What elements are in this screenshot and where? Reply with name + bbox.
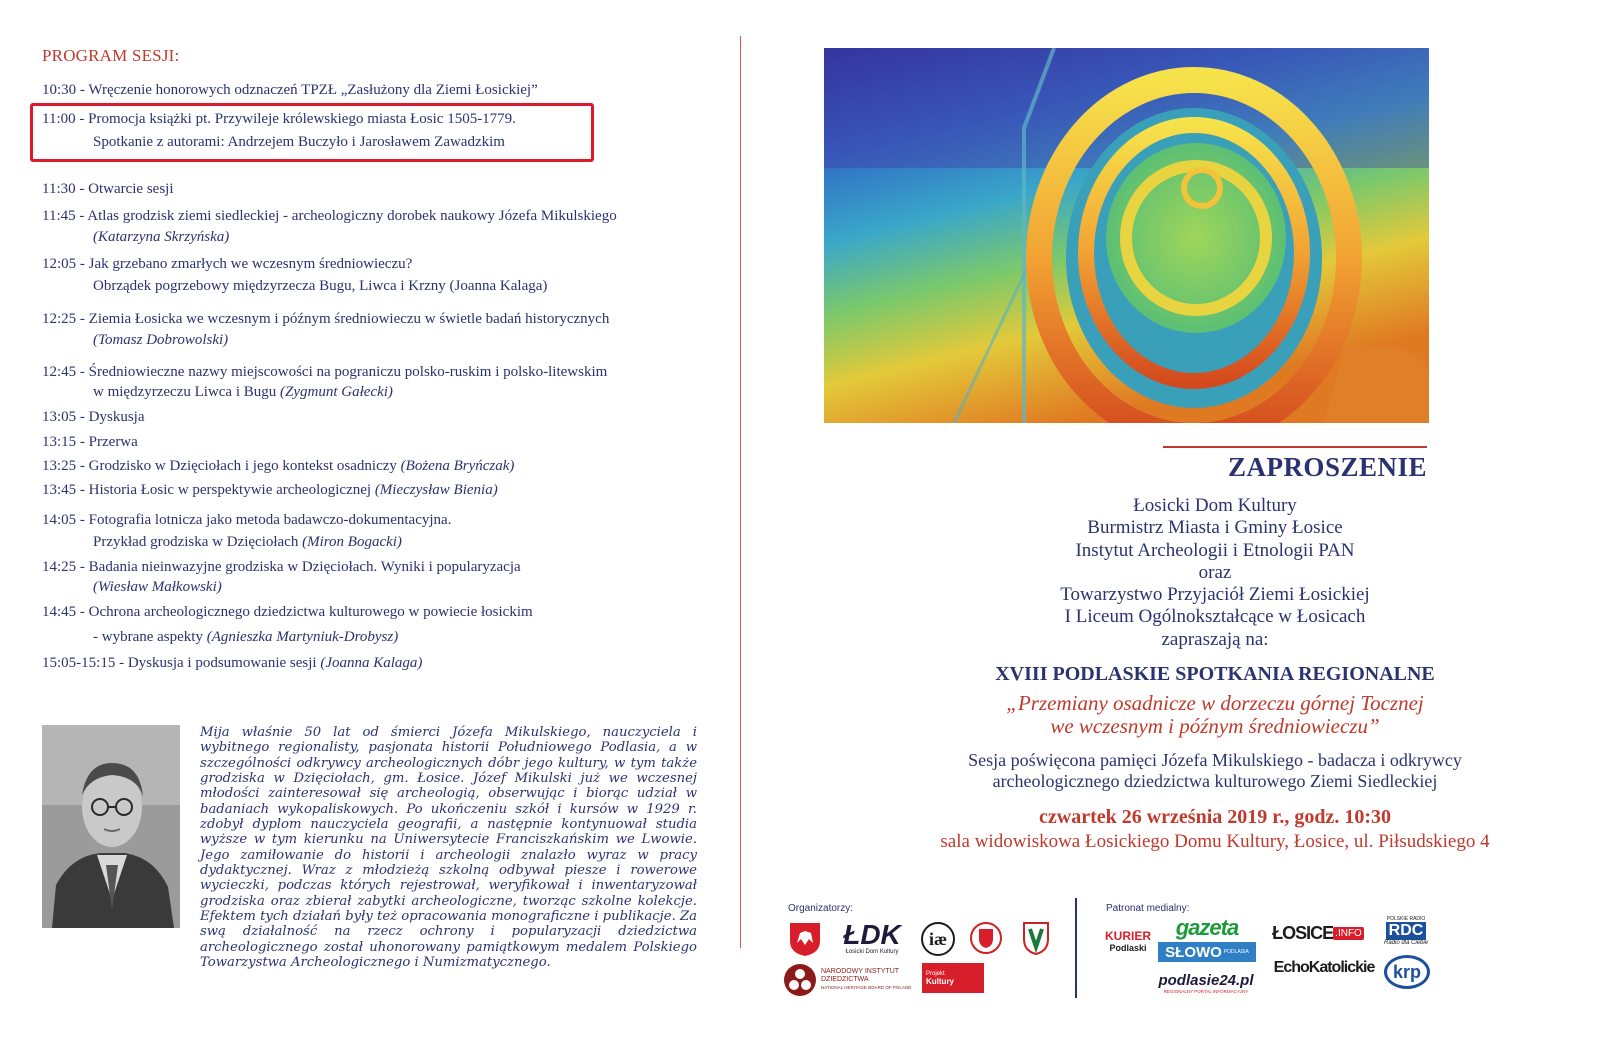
program-line: 11:45 - Atlas grodzisk ziemi siedleckiej - archeologiczny dorobek naukowy Józefa Mikulskiego — [42, 208, 617, 224]
logos-divider — [1075, 898, 1077, 998]
nid-emblem-logo — [783, 963, 817, 997]
program-line: Przykład grodziska w Dzięciołach (Miron Bogacki) — [93, 534, 402, 550]
program-line: 14:45 - Ochrona archeologicznego dziedzictwa kulturowego w powiecie łosickim — [42, 604, 533, 620]
gazeta-logo: gazeta — [1175, 915, 1239, 940]
title-rule — [1163, 446, 1427, 448]
organizer-line: Towarzystwo Przyjaciół Ziemi Łosickiej — [1060, 584, 1370, 606]
program-line: w międzyrzeczu Liwca i Bugu (Zygmunt Gałecki) — [93, 384, 393, 400]
nid-text: NARODOWY INSTYTUT DZIEDZICTWA NATIONAL HERITAGE BOARD OF POLAND — [821, 968, 912, 990]
invitation-title: ZAPROSZENIE — [1227, 452, 1427, 482]
program-line: 14:05 - Fotografia lotnicza jako metoda badawczo-dokumentacyjna. — [42, 512, 452, 528]
program-line: 11:30 - Otwarcie sesji — [42, 181, 174, 197]
program-line: 12:25 - Ziemia Łosicka we wczesnym i późnym średniowieczu w świetle badań historycznych — [42, 311, 610, 327]
program-line: - wybrane aspekty (Agnieszka Martyniuk-Drobysz) — [93, 629, 399, 645]
slowo-podlasia-logo: SŁOWO PODLASIA — [1158, 942, 1256, 962]
program-line: Spotkanie z autorami: Andrzejem Buczyło i Jarosławem Zawadzkim — [93, 134, 505, 150]
echo-katolickie-logo: EchoKatolickie — [1273, 959, 1375, 976]
tpzl-logo — [969, 921, 1003, 955]
organizer-line: zapraszają na: — [1161, 628, 1269, 650]
organizer-line: Łosicki Dom Kultury — [1133, 495, 1297, 516]
dedication-block — [820, 750, 1600, 792]
school-crest-logo — [1022, 921, 1050, 955]
program-line: 13:45 - Historia Łosic w perspektywie archeologicznej (Mieczysław Bienia) — [42, 482, 498, 498]
organizers-block — [820, 495, 1600, 651]
program-line: 13:25 - Grodzisko w Dzięciołach i jego kontekst osadniczy (Bożena Bryńczak) — [42, 458, 515, 474]
highlight-box — [30, 103, 594, 162]
when-block — [820, 806, 1600, 829]
losice-crest-logo — [788, 921, 822, 957]
portrait-photo — [42, 725, 180, 928]
iae-logo: iæ — [921, 922, 955, 956]
organizer-line: Burmistrz Miasta i Gminy Łosice — [1087, 517, 1343, 539]
bio-text: Mija właśnie 50 lat od śmierci Józefa Mikulskiego, nauczyciela i wybitnego regionalisty, pasjonata historii Południowego Podlasia, a w szczególności odkrywcy archeologicznych dóbr jego kultury, w tym także grodziska w Dzięciołach, gm. Łosice. Józef Mikulski już we wczesnej młodości zainteresował się archeologią, obserwując i biorąc udział w badaniach wykopaliskowych. Po ukończeniu szkół i kursów w 1929 r. zdobył dyplom nauczyciela geografii, a następnie kontynuował studia wyższe w tym kierunku na Uniwersytecie Franciszkańskim we Lwowie. Jego zamiłowanie do historii i archeologii znalazło wyraz w pracy dydaktycznej. Wraz z młodzieżą szkolną odbywał piesze i rowerowe wycieczki, podczas których rejestrował, weryfikował i inwentaryzował grodziska oraz zbierał zabytki archeologiczne, tworząc szkolne kolekcje. Efektem tych działań były też opracowania monograficzne i publikacje. Za swą działalność na rzecz ochrony i popularyzacji dziedzictwa archeologicznego został uhonorowany pamiątkowym medalem Polskiego Towarzystwa Archeologicznego i Numizmatycznego. — [200, 725, 697, 971]
event-date: czwartek 26 września 2019 r., godz. 10:30 — [1039, 806, 1391, 828]
program-line: 14:25 - Badania nieinwazyjne grodziska w Dzięciołach. Wyniki i popularyzacja — [42, 559, 521, 575]
program-line: 12:45 - Średniowieczne nazwy miejscowości na pograniczu polsko-ruskim i polsko-litewskim — [42, 364, 608, 380]
program-line: 10:30 - Wręczenie honorowych odznaczeń TPZŁ „Zasłużony dla Ziemi Łosickiej” — [42, 82, 538, 98]
rdc-logo: POLSKIE RADIO RDC Radio dla Ciebie — [1383, 916, 1429, 946]
subtitle-block — [820, 692, 1600, 738]
program-line: (Tomasz Dobrowolski) — [93, 332, 229, 348]
dedication-line: archeologicznego dziedzictwa kulturowego Ziemi Siedleckiej — [992, 771, 1438, 791]
where-block — [820, 831, 1600, 853]
losice-info-logo: ŁOSICE .INFO — [1272, 922, 1362, 943]
podlasie24-logo: podlasie24.pl REGIONALNY PORTAL INFORMACYJNY — [1158, 972, 1254, 994]
kurier-podlaski-logo: KURIER Podlaski — [1105, 928, 1152, 953]
krp-logo: krp — [1384, 955, 1430, 989]
event-subtitle: „Przemiany osadnicze w dorzeczu górnej Tocznej — [1006, 691, 1424, 715]
program-line: 12:05 - Jak grzebano zmarłych we wczesnym średniowieczu? — [42, 256, 413, 272]
program-line: 15:05-15:15 - Dyskusja i podsumowanie sesji (Joanna Kalaga) — [42, 655, 423, 671]
ldk-logo: ŁDK Łosicki Dom Kultury — [843, 919, 901, 955]
center-divider — [740, 36, 741, 948]
event-title: XVIII PODLASKIE SPOTKANIA REGIONALNE — [995, 663, 1435, 685]
event-subtitle: we wczesnym i późnym średniowieczu” — [1050, 714, 1380, 738]
program-line: 11:00 - Promocja książki pt. Przywileje królewskiego miasta Łosic 1505-1779. — [42, 111, 516, 127]
dedication-line: Sesja poświęcona pamięci Józefa Mikulskiego - badacza i odkrywcy — [968, 750, 1462, 770]
program-line: Obrządek pogrzebowy międzyrzecza Bugu, Liwca i Krzny (Joanna Kalaga) — [93, 278, 548, 294]
program-line: (Wiesław Małkowski) — [93, 579, 222, 595]
organizers-label: Organizatorzy: — [788, 903, 854, 914]
organizer-line: oraz — [1198, 561, 1232, 583]
projekt-kultury-logo: Projekt Kultury — [922, 963, 984, 993]
program-line: 13:15 - Przerwa — [42, 434, 138, 450]
program-line: 13:05 - Dyskusja — [42, 409, 145, 425]
organizer-line: I Liceum Ogólnokształcące w Łosicach — [1064, 606, 1366, 628]
organizer-line: Instytut Archeologii i Etnologii PAN — [1075, 539, 1355, 561]
lidar-image — [824, 48, 1429, 423]
event-block — [820, 663, 1600, 686]
program-line: (Katarzyna Skrzyńska) — [93, 229, 230, 245]
event-venue: sala widowiskowa Łosickiego Domu Kultury, Łosice, ul. Piłsudskiego 4 — [940, 831, 1490, 852]
program-heading: PROGRAM SESJI: — [42, 46, 180, 65]
media-label: Patronat medialny: — [1106, 903, 1190, 914]
